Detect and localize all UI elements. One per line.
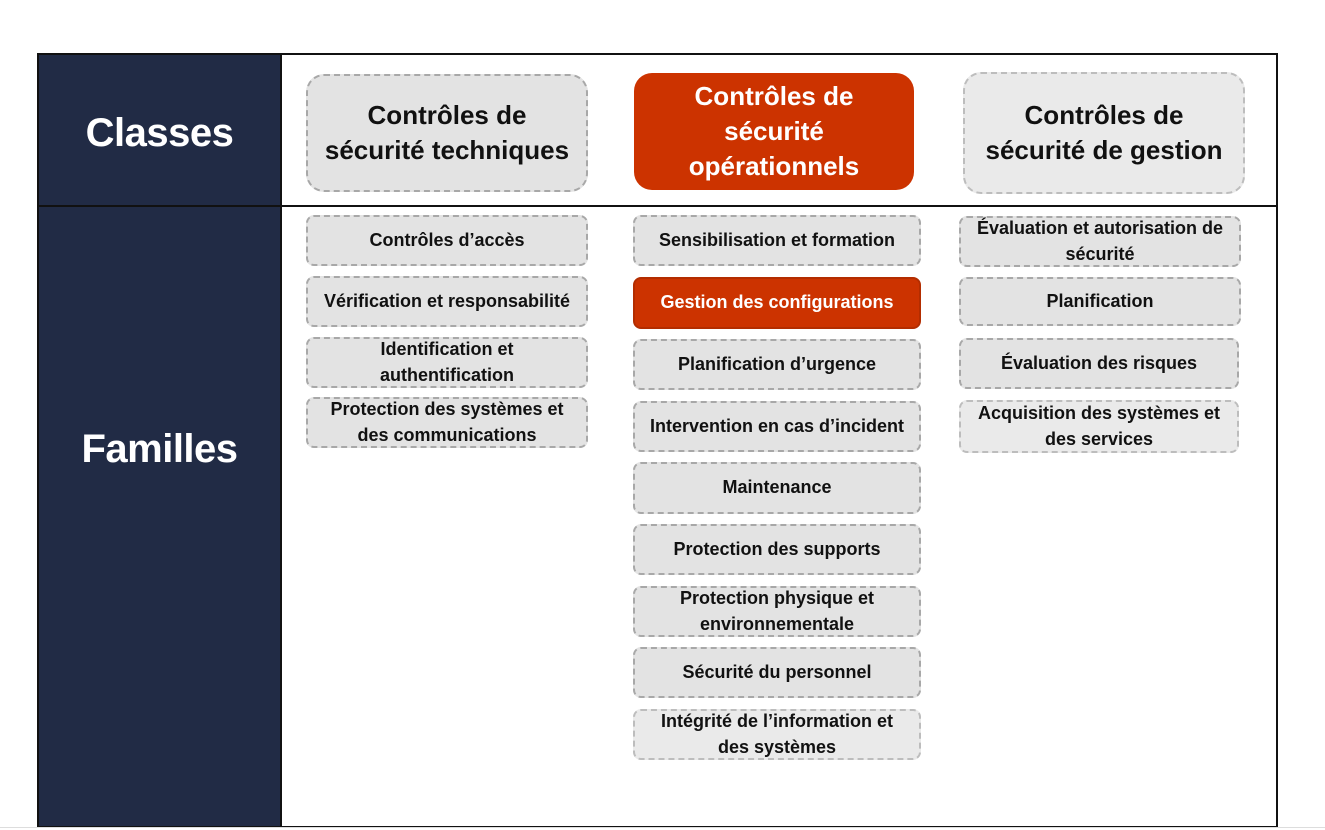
family-media-protection: Protection des supports (633, 524, 921, 575)
familles-label: Familles (81, 427, 238, 471)
family-system-services-acquisition: Acquisition des systèmes et des services (959, 400, 1239, 453)
row-label-divider (39, 205, 280, 207)
class-operational: Contrôles de sécurité opérationnels (634, 73, 914, 190)
family-contingency-planning: Planification d’urgence (633, 339, 921, 390)
family-awareness-training: Sensibilisation et formation (633, 215, 921, 266)
page-bottom-border (0, 827, 1325, 828)
family-incident-response: Intervention en cas d’incident (633, 401, 921, 452)
class-technical: Contrôles de sécurité techniques (306, 74, 588, 192)
family-maintenance: Maintenance (633, 462, 921, 514)
family-physical-environmental-protection: Protection physique et environnementale (633, 586, 921, 637)
classes-label: Classes (85, 111, 234, 155)
row-labels-column (39, 55, 282, 826)
family-identification-authentication: Identification et authentification (306, 337, 588, 388)
family-configuration-management: Gestion des configurations (633, 277, 921, 329)
family-access-control: Contrôles d’accès (306, 215, 588, 266)
family-audit-accountability: Vérification et responsabilité (306, 276, 588, 327)
family-system-information-integrity: Intégrité de l’information et des systèmes (633, 709, 921, 760)
family-planning: Planification (959, 277, 1241, 326)
family-system-communications-protection: Protection des systèmes et des communications (306, 397, 588, 448)
family-risk-assessment: Évaluation des risques (959, 338, 1239, 389)
class-management: Contrôles de sécurité de gestion (963, 72, 1245, 194)
family-security-assessment-authorization: Évaluation et autorisation de sécurité (959, 216, 1241, 267)
family-personnel-security: Sécurité du personnel (633, 647, 921, 698)
